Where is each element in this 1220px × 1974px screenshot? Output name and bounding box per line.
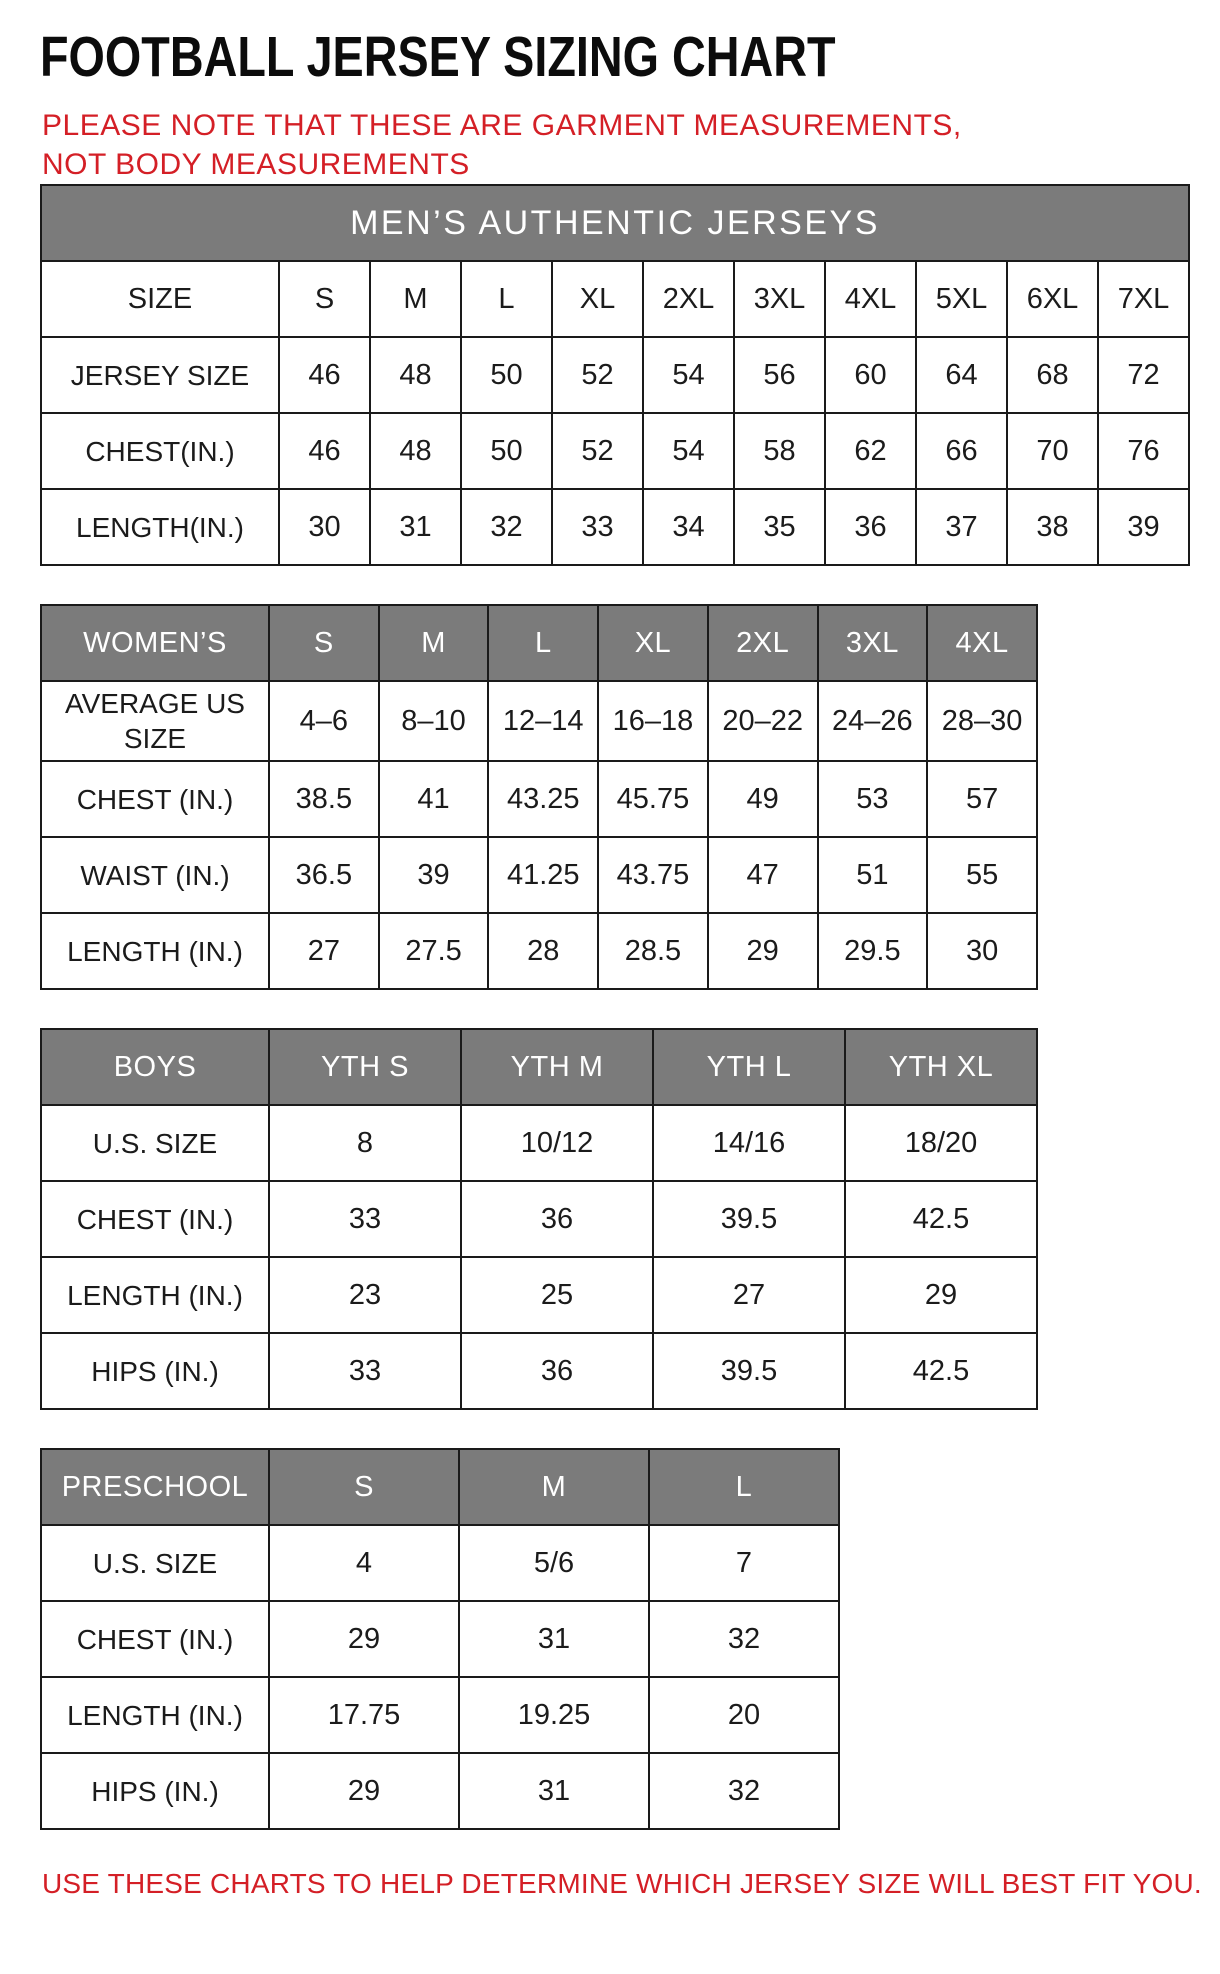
mens-value-cell: 76 — [1098, 413, 1189, 489]
mens-value-cell: 54 — [643, 337, 734, 413]
preschool-value-cell: 31 — [459, 1753, 649, 1829]
boys-value-cell: 25 — [461, 1257, 653, 1333]
preschool-column-header: S — [269, 1449, 459, 1525]
womens-value-cell: 57 — [927, 761, 1037, 837]
womens-column-header: 4XL — [927, 605, 1037, 681]
boys-row-label: U.S. SIZE — [41, 1105, 269, 1181]
womens-value-cell: 16–18 — [598, 681, 708, 761]
boys-value-cell: 23 — [269, 1257, 461, 1333]
footer-note: USE THESE CHARTS TO HELP DETERMINE WHICH JERSEY SIZE WILL BEST FIT YOU. — [42, 1868, 1202, 1899]
mens-row-label: CHEST(IN.) — [41, 413, 279, 489]
womens-data-row — [41, 681, 1037, 761]
mens-row-label: LENGTH(IN.) — [41, 489, 279, 565]
preschool-data-row — [41, 1525, 839, 1601]
preschool-column-header: L — [649, 1449, 839, 1525]
boys-data-row — [41, 1333, 1037, 1409]
womens-value-cell: 28 — [488, 913, 598, 989]
womens-value-cell: 51 — [818, 837, 928, 913]
preschool-data-row — [41, 1753, 839, 1829]
boys-data-row — [41, 1105, 1037, 1181]
mens-column-header: S — [279, 261, 370, 337]
mens-value-cell: 32 — [461, 489, 552, 565]
mens-value-cell: 60 — [825, 337, 916, 413]
mens-column-header: 2XL — [643, 261, 734, 337]
mens-value-cell: 64 — [916, 337, 1007, 413]
preschool-value-cell: 31 — [459, 1601, 649, 1677]
womens-value-cell: 45.75 — [598, 761, 708, 837]
womens-value-cell: 28.5 — [598, 913, 708, 989]
preschool-value-cell: 19.25 — [459, 1677, 649, 1753]
boys-row-label: HIPS (IN.) — [41, 1333, 269, 1409]
womens-sizing-table — [40, 604, 1038, 990]
boys-column-header: YTH XL — [845, 1029, 1037, 1105]
preschool-data-row — [41, 1601, 839, 1677]
preschool-row-label: U.S. SIZE — [41, 1525, 269, 1601]
preschool-row-label: HIPS (IN.) — [41, 1753, 269, 1829]
womens-data-row — [41, 837, 1037, 913]
womens-value-cell: 43.25 — [488, 761, 598, 837]
womens-value-cell: 4–6 — [269, 681, 379, 761]
preschool-column-header: PRESCHOOL — [41, 1449, 269, 1525]
mens-value-cell: 46 — [279, 413, 370, 489]
mens-value-cell: 50 — [461, 413, 552, 489]
boys-header-row — [41, 1029, 1037, 1105]
preschool-value-cell: 29 — [269, 1753, 459, 1829]
boys-value-cell: 14/16 — [653, 1105, 845, 1181]
mens-value-cell: 31 — [370, 489, 461, 565]
boys-column-header: YTH L — [653, 1029, 845, 1105]
mens-column-header: 3XL — [734, 261, 825, 337]
mens-value-cell: 52 — [552, 337, 643, 413]
boys-sizing-table — [40, 1028, 1038, 1410]
womens-value-cell: 24–26 — [818, 681, 928, 761]
boys-value-cell: 18/20 — [845, 1105, 1037, 1181]
womens-value-cell: 8–10 — [379, 681, 489, 761]
boys-value-cell: 36 — [461, 1181, 653, 1257]
garment-measurement-note: PLEASE NOTE THAT THESE ARE GARMENT MEASUREMENTS, NOT BODY MEASUREMENTS — [42, 109, 962, 181]
boys-value-cell: 42.5 — [845, 1333, 1037, 1409]
boys-row-label: CHEST (IN.) — [41, 1181, 269, 1257]
womens-value-cell: 29 — [708, 913, 818, 989]
boys-value-cell: 33 — [269, 1181, 461, 1257]
womens-value-cell: 27.5 — [379, 913, 489, 989]
womens-value-cell: 29.5 — [818, 913, 928, 989]
boys-column-header: YTH S — [269, 1029, 461, 1105]
mens-value-cell: 68 — [1007, 337, 1098, 413]
womens-header-row — [41, 605, 1037, 681]
mens-value-cell: 38 — [1007, 489, 1098, 565]
preschool-value-cell: 17.75 — [269, 1677, 459, 1753]
womens-value-cell: 41.25 — [488, 837, 598, 913]
womens-row-label: CHEST (IN.) — [41, 761, 269, 837]
womens-column-header: L — [488, 605, 598, 681]
mens-banner-row — [41, 185, 1189, 261]
womens-value-cell: 47 — [708, 837, 818, 913]
boys-column-header: BOYS — [41, 1029, 269, 1105]
womens-row-label: LENGTH (IN.) — [41, 913, 269, 989]
boys-row-label: LENGTH (IN.) — [41, 1257, 269, 1333]
womens-column-header: M — [379, 605, 489, 681]
mens-column-header: 6XL — [1007, 261, 1098, 337]
womens-value-cell: 36.5 — [269, 837, 379, 913]
womens-value-cell: 49 — [708, 761, 818, 837]
womens-column-header: 2XL — [708, 605, 818, 681]
mens-value-cell: 30 — [279, 489, 370, 565]
womens-value-cell: 39 — [379, 837, 489, 913]
mens-value-cell: 37 — [916, 489, 1007, 565]
preschool-value-cell: 4 — [269, 1525, 459, 1601]
boys-value-cell: 33 — [269, 1333, 461, 1409]
boys-value-cell: 8 — [269, 1105, 461, 1181]
womens-value-cell: 27 — [269, 913, 379, 989]
preschool-sizing-table — [40, 1448, 840, 1830]
boys-value-cell: 10/12 — [461, 1105, 653, 1181]
preschool-value-cell: 32 — [649, 1601, 839, 1677]
boys-value-cell: 36 — [461, 1333, 653, 1409]
mens-value-cell: 62 — [825, 413, 916, 489]
womens-column-header: WOMEN’S — [41, 605, 269, 681]
mens-value-cell: 48 — [370, 413, 461, 489]
mens-row-label: JERSEY SIZE — [41, 337, 279, 413]
womens-row-label: AVERAGE US SIZE — [41, 681, 269, 761]
mens-column-header: M — [370, 261, 461, 337]
womens-value-cell: 53 — [818, 761, 928, 837]
womens-value-cell: 43.75 — [598, 837, 708, 913]
mens-value-cell: 46 — [279, 337, 370, 413]
preschool-value-cell: 29 — [269, 1601, 459, 1677]
mens-column-header: SIZE — [41, 261, 279, 337]
preschool-row-label: CHEST (IN.) — [41, 1601, 269, 1677]
mens-value-cell: 35 — [734, 489, 825, 565]
womens-value-cell: 20–22 — [708, 681, 818, 761]
preschool-value-cell: 5/6 — [459, 1525, 649, 1601]
preschool-value-cell: 20 — [649, 1677, 839, 1753]
mens-value-cell: 50 — [461, 337, 552, 413]
mens-column-header: XL — [552, 261, 643, 337]
womens-column-header: S — [269, 605, 379, 681]
womens-value-cell: 55 — [927, 837, 1037, 913]
mens-data-row — [41, 337, 1189, 413]
mens-value-cell: 58 — [734, 413, 825, 489]
womens-value-cell: 38.5 — [269, 761, 379, 837]
mens-value-cell: 39 — [1098, 489, 1189, 565]
mens-banner: MEN’S AUTHENTIC JERSEYS — [41, 185, 1189, 261]
mens-column-header: L — [461, 261, 552, 337]
boys-value-cell: 42.5 — [845, 1181, 1037, 1257]
boys-value-cell: 29 — [845, 1257, 1037, 1333]
womens-value-cell: 12–14 — [488, 681, 598, 761]
boys-data-row — [41, 1257, 1037, 1333]
mens-value-cell: 48 — [370, 337, 461, 413]
womens-value-cell: 41 — [379, 761, 489, 837]
preschool-row-label: LENGTH (IN.) — [41, 1677, 269, 1753]
boys-value-cell: 39.5 — [653, 1181, 845, 1257]
womens-value-cell: 30 — [927, 913, 1037, 989]
preschool-value-cell: 7 — [649, 1525, 839, 1601]
preschool-header-row — [41, 1449, 839, 1525]
boys-column-header: YTH M — [461, 1029, 653, 1105]
mens-data-row — [41, 489, 1189, 565]
mens-value-cell: 52 — [552, 413, 643, 489]
preschool-value-cell: 32 — [649, 1753, 839, 1829]
mens-header-row — [41, 261, 1189, 337]
mens-authentic-jerseys-table — [40, 184, 1190, 566]
womens-column-header: XL — [598, 605, 708, 681]
mens-value-cell: 36 — [825, 489, 916, 565]
mens-data-row — [41, 413, 1189, 489]
preschool-data-row — [41, 1677, 839, 1753]
boys-data-row — [41, 1181, 1037, 1257]
womens-column-header: 3XL — [818, 605, 928, 681]
womens-value-cell: 28–30 — [927, 681, 1037, 761]
page-title: FOOTBALL JERSEY SIZING CHART — [40, 25, 836, 89]
mens-value-cell: 72 — [1098, 337, 1189, 413]
mens-value-cell: 33 — [552, 489, 643, 565]
mens-value-cell: 70 — [1007, 413, 1098, 489]
womens-row-label: WAIST (IN.) — [41, 837, 269, 913]
mens-value-cell: 34 — [643, 489, 734, 565]
mens-column-header: 7XL — [1098, 261, 1189, 337]
preschool-column-header: M — [459, 1449, 649, 1525]
mens-value-cell: 54 — [643, 413, 734, 489]
womens-data-row — [41, 913, 1037, 989]
boys-value-cell: 27 — [653, 1257, 845, 1333]
mens-column-header: 5XL — [916, 261, 1007, 337]
womens-data-row — [41, 761, 1037, 837]
boys-value-cell: 39.5 — [653, 1333, 845, 1409]
mens-column-header: 4XL — [825, 261, 916, 337]
mens-value-cell: 66 — [916, 413, 1007, 489]
mens-value-cell: 56 — [734, 337, 825, 413]
